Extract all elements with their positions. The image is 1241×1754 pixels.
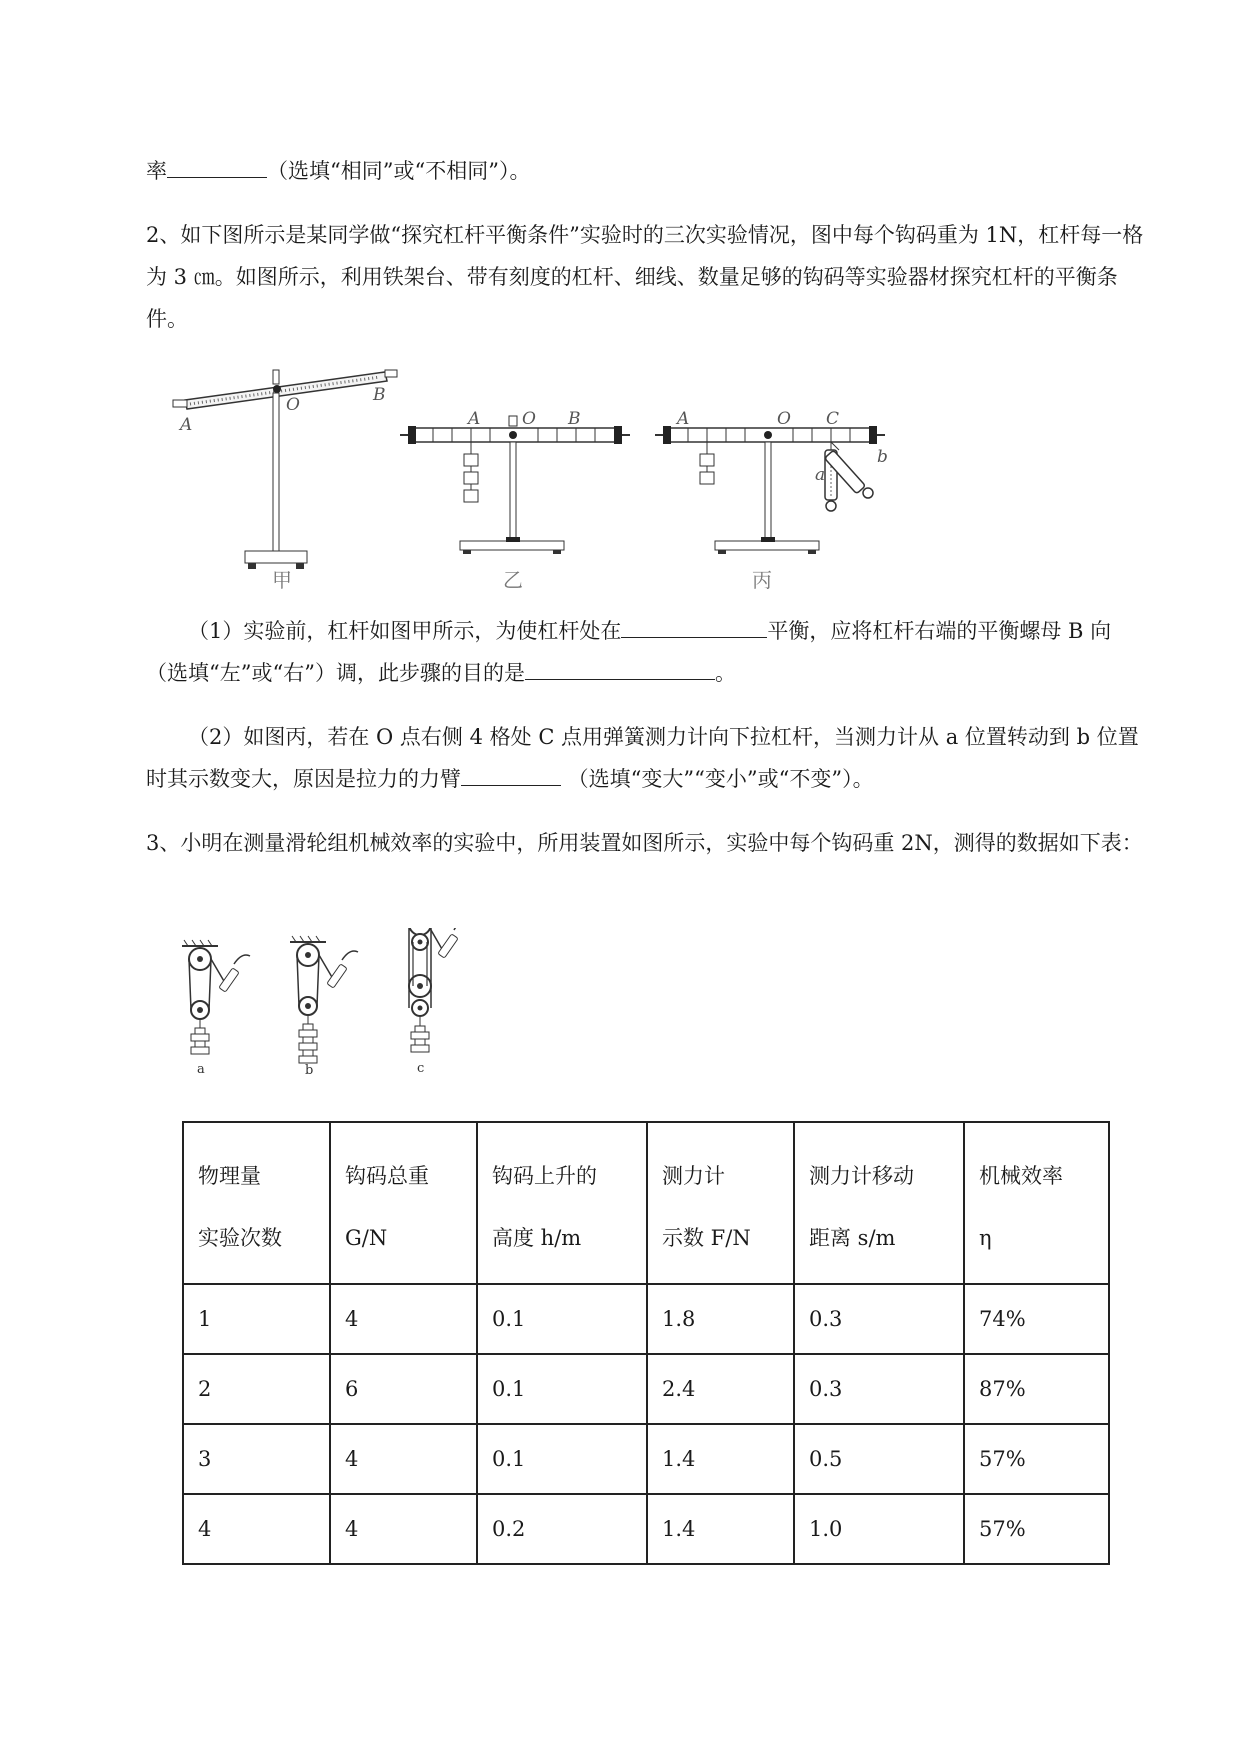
label-a: A bbox=[468, 409, 481, 429]
stand bbox=[715, 442, 819, 554]
table-cell: 74% bbox=[964, 1284, 1109, 1354]
caption-bing: 丙 bbox=[752, 568, 772, 592]
table-cell: 4 bbox=[330, 1284, 477, 1354]
pulley-setup-b bbox=[290, 936, 358, 1078]
pulley-label-c: c bbox=[417, 1061, 425, 1076]
table-cell: 0.3 bbox=[794, 1284, 964, 1354]
table-cell: 1.4 bbox=[647, 1424, 794, 1494]
hook-weights bbox=[464, 442, 478, 502]
lever-bar-tilted bbox=[173, 370, 397, 409]
lever-figure-jia bbox=[170, 355, 400, 585]
label-b: B bbox=[568, 409, 581, 429]
caption-yi: 乙 bbox=[503, 568, 523, 592]
answer-blank-sub1-a[interactable] bbox=[621, 615, 767, 638]
label-a: A bbox=[677, 409, 690, 429]
q3-intro: 3、小明在测量滑轮组机械效率的实验中，所用装置如图所示，实验中每个钩码重 2N，测得的数据如下表： bbox=[146, 831, 1143, 855]
pulley-label-b: b bbox=[305, 1063, 314, 1078]
answer-blank-q1[interactable] bbox=[167, 155, 267, 178]
table-cell: 4 bbox=[330, 1494, 477, 1564]
table-cell: 1.4 bbox=[647, 1494, 794, 1564]
table-cell: 6 bbox=[330, 1354, 477, 1424]
table-cell: 57% bbox=[964, 1494, 1109, 1564]
q1-tail-line bbox=[146, 150, 1146, 192]
lever-bar bbox=[655, 426, 885, 444]
label-pos-b: b bbox=[877, 447, 888, 467]
caption-jia: 甲 bbox=[272, 568, 292, 592]
pulley-setup-a bbox=[182, 940, 250, 1077]
label-o: O bbox=[777, 409, 791, 429]
label-pos-a: a bbox=[815, 465, 826, 485]
table-cell: 0.2 bbox=[477, 1494, 647, 1564]
header-cell: 钩码总重 G/N bbox=[330, 1122, 477, 1284]
pulley-figures bbox=[170, 928, 510, 1108]
experiment-data-table bbox=[182, 1121, 1110, 1565]
table-row bbox=[183, 1354, 1109, 1424]
pulley-setup-c bbox=[398, 928, 470, 1076]
header-cell: 钩码上升的 高度 h/m bbox=[477, 1122, 647, 1284]
table-cell: 0.5 bbox=[794, 1424, 964, 1494]
table-cell: 1.0 bbox=[794, 1494, 964, 1564]
answer-blank-sub2[interactable] bbox=[461, 763, 561, 786]
label-b: B bbox=[373, 385, 386, 405]
pulley-label-a: a bbox=[197, 1062, 205, 1077]
table-cell: 0.3 bbox=[794, 1354, 964, 1424]
table-cell: 87% bbox=[964, 1354, 1109, 1424]
label-a: A bbox=[180, 415, 193, 435]
table-row bbox=[183, 1424, 1109, 1494]
table-cell: 1 bbox=[183, 1284, 330, 1354]
table-cell: 1.8 bbox=[647, 1284, 794, 1354]
answer-blank-sub1-b[interactable] bbox=[525, 657, 715, 680]
table-cell: 0.1 bbox=[477, 1354, 647, 1424]
header-cell: 测力计移动 距离 s/m bbox=[794, 1122, 964, 1284]
q1-tail-suffix: （选填“相同”或“不相同”）。 bbox=[267, 159, 531, 183]
q2-intro: 2、如下图所示是某同学做“探究杠杆平衡条件”实验时的三次实验情况，图中每个钩码重为 1N，杠杆每一格为 3 ㎝。如图所示，利用铁架台、带有刻度的杠杆、细线、数量足够的钩码等实验器材探究杠杆的平衡条件。 bbox=[146, 223, 1144, 331]
label-c: C bbox=[826, 409, 840, 429]
table-row bbox=[183, 1284, 1109, 1354]
table-cell: 4 bbox=[183, 1494, 330, 1564]
label-o: O bbox=[522, 409, 536, 429]
hook-weights bbox=[700, 442, 714, 484]
table-cell: 3 bbox=[183, 1424, 330, 1494]
table-cell: 0.1 bbox=[477, 1424, 647, 1494]
lever-figure-bing bbox=[655, 408, 905, 568]
header-cell: 物理量 实验次数 bbox=[183, 1122, 330, 1284]
header-cell: 机械效率 η bbox=[964, 1122, 1109, 1284]
lever-bar bbox=[400, 426, 630, 444]
header-cell: 测力计 示数 F/N bbox=[647, 1122, 794, 1284]
q2-sub1-text2: 平衡，应将杠杆右端的平衡螺母 B 向（选填“左”或“右”）调，此步骤的目的是 bbox=[146, 619, 1112, 685]
q2-sub1 bbox=[146, 610, 1146, 694]
q2-sub2 bbox=[146, 716, 1146, 800]
table-cell: 57% bbox=[964, 1424, 1109, 1494]
table-row bbox=[183, 1494, 1109, 1564]
label-o: O bbox=[286, 395, 300, 415]
q2-sub2-text1: （2）如图丙，若在 O 点右侧 4 格处 C 点用弹簧测力计向下拉杠杆，当测力计从 a 位置转动到 b 位置时其示数变大，原因是拉力的力臂 bbox=[146, 725, 1139, 791]
table-cell: 0.1 bbox=[477, 1284, 647, 1354]
q2-sub1-text1: （1）实验前，杠杆如图甲所示，为使杠杆处在 bbox=[188, 619, 622, 643]
q2-sub2-text2: （选填“变大”“变小”或“不变”）。 bbox=[561, 767, 874, 791]
lever-figure-yi bbox=[400, 408, 630, 568]
table-cell: 2.4 bbox=[647, 1354, 794, 1424]
q2-sub1-text3: 。 bbox=[714, 661, 736, 685]
q1-tail-prefix: 率 bbox=[146, 159, 167, 183]
table-cell: 4 bbox=[330, 1424, 477, 1494]
table-header-row bbox=[183, 1122, 1109, 1284]
table-cell: 2 bbox=[183, 1354, 330, 1424]
